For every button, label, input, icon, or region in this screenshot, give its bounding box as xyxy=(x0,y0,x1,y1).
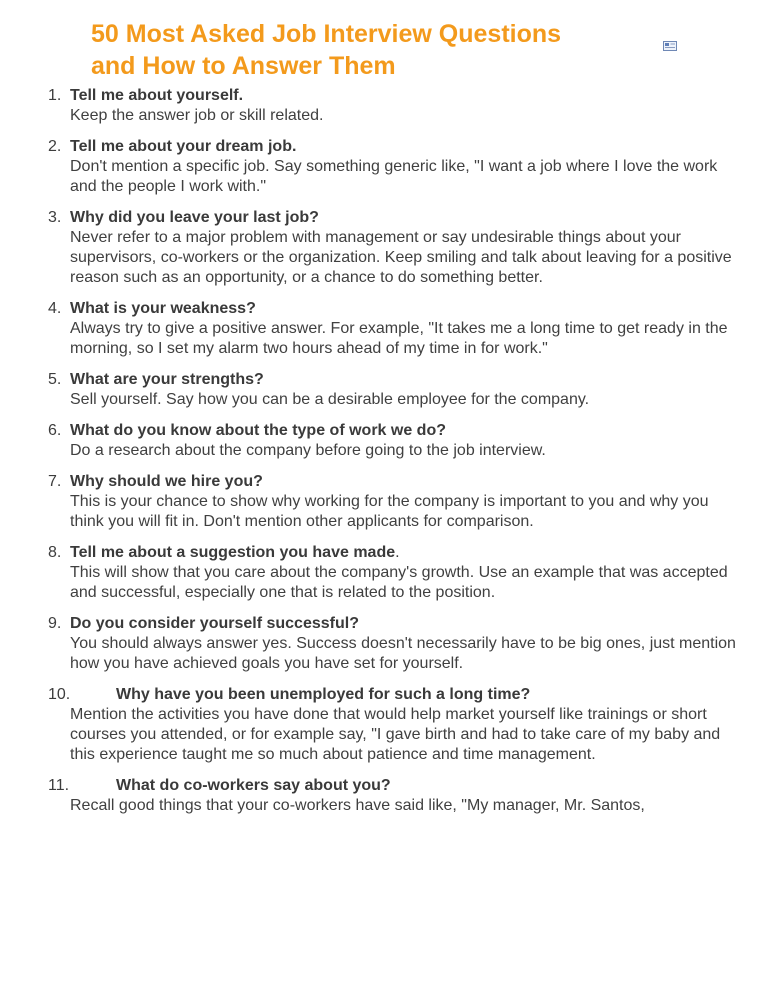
answer-text: This will show that you care about the company's growth. Use an example that was accepted and successful, especially one that is related to the position. xyxy=(70,564,728,601)
answer-text: Sell yourself. Say how you can be a desirable employee for the company. xyxy=(70,391,590,408)
question-text: Tell me about a suggestion you have made. xyxy=(70,544,400,561)
question-item xyxy=(48,421,738,461)
question-text: What are your strengths? xyxy=(70,371,264,388)
question-list xyxy=(48,86,738,827)
question-number: 9. xyxy=(48,615,62,632)
question-text: Why have you been unemployed for such a long time? xyxy=(116,686,531,703)
question-item xyxy=(48,614,738,674)
question-item xyxy=(48,208,738,288)
question-text: Why did you leave your last job? xyxy=(70,209,319,226)
question-number: 6. xyxy=(48,422,62,439)
mail-icon[interactable] xyxy=(663,41,677,51)
question-text: Tell me about yourself. xyxy=(70,87,244,104)
answer-text: Don't mention a specific job. Say something generic like, "I want a job where I love the work and the people I work with." xyxy=(70,158,718,195)
question-number: 8. xyxy=(48,544,62,561)
question-number: 5. xyxy=(48,371,62,388)
page-title-line-1: 50 Most Asked Job Interview Questions xyxy=(91,20,562,48)
page-title-line-2: and How to Answer Them xyxy=(91,52,396,80)
answer-text: Always try to give a positive answer. For example, "It takes me a long time to get ready in the morning, so I set my alarm two hours ahead of my time in for work." xyxy=(70,320,728,357)
question-text: What is your weakness? xyxy=(70,300,256,317)
answer-text: This is your chance to show why working for the company is important to you and why you think you will fit in. Don't mention other applicants for comparison. xyxy=(70,493,709,530)
question-item xyxy=(48,776,738,816)
question-item xyxy=(48,543,738,603)
page-title xyxy=(91,18,631,82)
answer-text: Never refer to a major problem with management or say undesirable things about your supervisors, co-workers or the organization. Keep smiling and talk about leaving for a positive reason such as an opportunity, or a chance to do something better. xyxy=(70,229,732,286)
question-item xyxy=(48,685,738,765)
answer-text: Mention the activities you have done that would help market yourself like trainings or short courses you attended, or for example say, "I gave birth and had to take care of my baby and this experience taught me so much about patience and time management. xyxy=(70,706,721,763)
question-text: What do you know about the type of work we do? xyxy=(70,422,446,439)
question-text: Do you consider yourself successful? xyxy=(70,615,359,632)
question-text: What do co-workers say about you? xyxy=(116,777,391,794)
question-number: 1. xyxy=(48,87,62,104)
question-text: Tell me about your dream job. xyxy=(70,138,297,155)
answer-text: You should always answer yes. Success doesn't necessarily have to be big ones, just mention how you have achieved goals you have set for yourself. xyxy=(70,635,736,672)
question-number: 2. xyxy=(48,138,62,155)
question-number: 4. xyxy=(48,300,62,317)
answer-text: Do a research about the company before going to the job interview. xyxy=(70,442,546,459)
answer-text: Keep the answer job or skill related. xyxy=(70,107,324,124)
question-item xyxy=(48,86,738,126)
question-item xyxy=(48,370,738,410)
question-number: 11. xyxy=(48,777,70,794)
question-text: Why should we hire you? xyxy=(70,473,263,490)
answer-text: Recall good things that your co-workers have said like, "My manager, Mr. Santos, xyxy=(70,797,645,814)
question-number: 7. xyxy=(48,473,62,490)
question-item xyxy=(48,137,738,197)
question-item xyxy=(48,299,738,359)
question-number: 10. xyxy=(48,686,71,703)
question-item xyxy=(48,472,738,532)
question-number: 3. xyxy=(48,209,62,226)
